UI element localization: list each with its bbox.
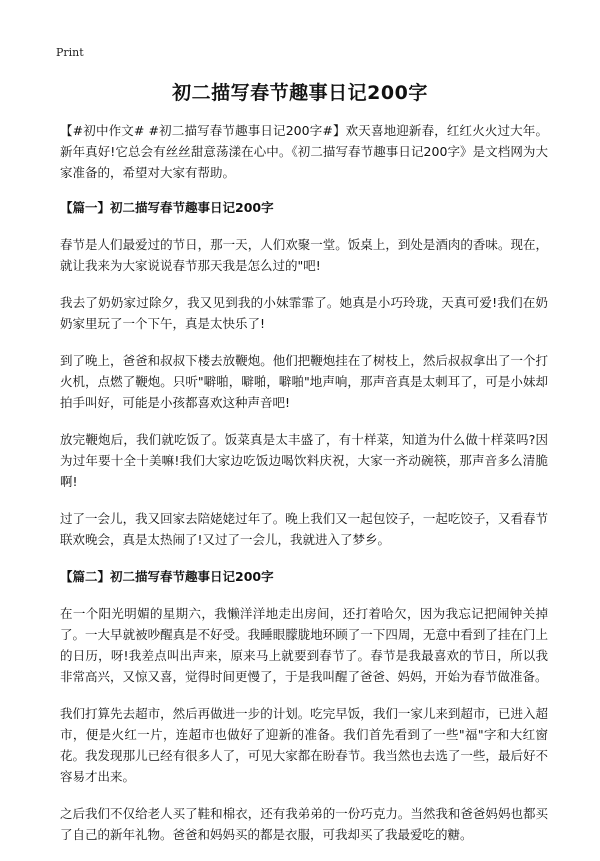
- section-heading: 【篇一】初二描写春节趣事日记200字: [60, 200, 274, 215]
- paragraph: 放完鞭炮后，我们就吃饭了。饭菜真是太丰盛了，有十样菜，知道为什么做十样菜吗?因为过年要十全十美嘛!我们大家边吃饭边喝饮料庆祝，大家一齐动碗筷，那声音多么清脆啊!: [60, 432, 548, 489]
- print-link[interactable]: Print: [56, 46, 84, 59]
- paragraph: 在一个阳光明媚的星期六，我懒洋洋地走出房间，还打着哈欠，因为我忘记把闹钟关掉了。一大早就被吵醒真是不好受。我睡眼朦胧地环顾了一下四周，无意中看到了挂在门上的日历，呀!我差点叫出声来，原来马上就要到春节了。春节是我最喜欢的节日，所以我非常高兴，又惊又喜，觉得时间更慢了，于是我叫醒了爸爸、妈妈，开始为春节做准备。: [60, 606, 548, 684]
- page-title: 初二描写春节趣事日记200字: [172, 82, 428, 104]
- article-body: [60, 120, 548, 861]
- paragraph: 我们打算先去超市，然后再做进一步的计划。吃完早饭，我们一家儿来到超市，已进入超市，便是火红一片，连超市也做好了迎新的准备。我们首先看到了一些"福"字和大红窗花。我发现那儿已经有很多人了，可见大家都在盼春节。我当然也去选了一些，最后好不容易才出来。: [60, 706, 548, 784]
- paragraph: 我去了奶奶家过除夕，我又见到我的小妹霏霏了。她真是小巧玲珑，天真可爱!我们在奶奶家里玩了一个下午，真是太快乐了!: [60, 295, 548, 331]
- paragraph: 之后我们不仅给老人买了鞋和棉衣，还有我弟弟的一份巧克力。当然我和爸爸妈妈也都买了自己的新年礼物。爸爸和妈妈买的都是衣服，可我却买了我最爱吃的糖。: [60, 806, 548, 842]
- section-1: [60, 197, 548, 550]
- paragraph: 过了一会儿，我又回家去陪姥姥过年了。晚上我们又一起包饺子，一起吃饺子，又看春节联欢晚会，真是太热闹了!又过了一会儿，我就进入了梦乡。: [60, 511, 548, 547]
- section-heading: 【篇二】初二描写春节趣事日记200字: [60, 569, 274, 584]
- section-2: [60, 566, 548, 845]
- intro-paragraph: 【#初中作文# #初二描写春节趣事日记200字#】欢天喜地迎新春，红红火火过大年。新年真好!它总会有丝丝甜意荡漾在心中。《初二描写春节趣事日记200字》是文档网为大家准备的，希望对大家有帮助。: [60, 123, 548, 180]
- paragraph: 春节是人们最爱过的节日，那一天，人们欢聚一堂。饭桌上，到处是酒肉的香味。现在，就让我来为大家说说春节那天我是怎么过的"吧!: [60, 237, 548, 273]
- paragraph: 到了晚上，爸爸和叔叔下楼去放鞭炮。他们把鞭炮挂在了树枝上，然后叔叔拿出了一个打火机，点燃了鞭炮。只听"噼啪，噼啪，噼啪"地声响，那声音真是太刺耳了，可是小妹却拍手叫好，可能是小孩都喜欢这种声音吧!: [60, 353, 548, 410]
